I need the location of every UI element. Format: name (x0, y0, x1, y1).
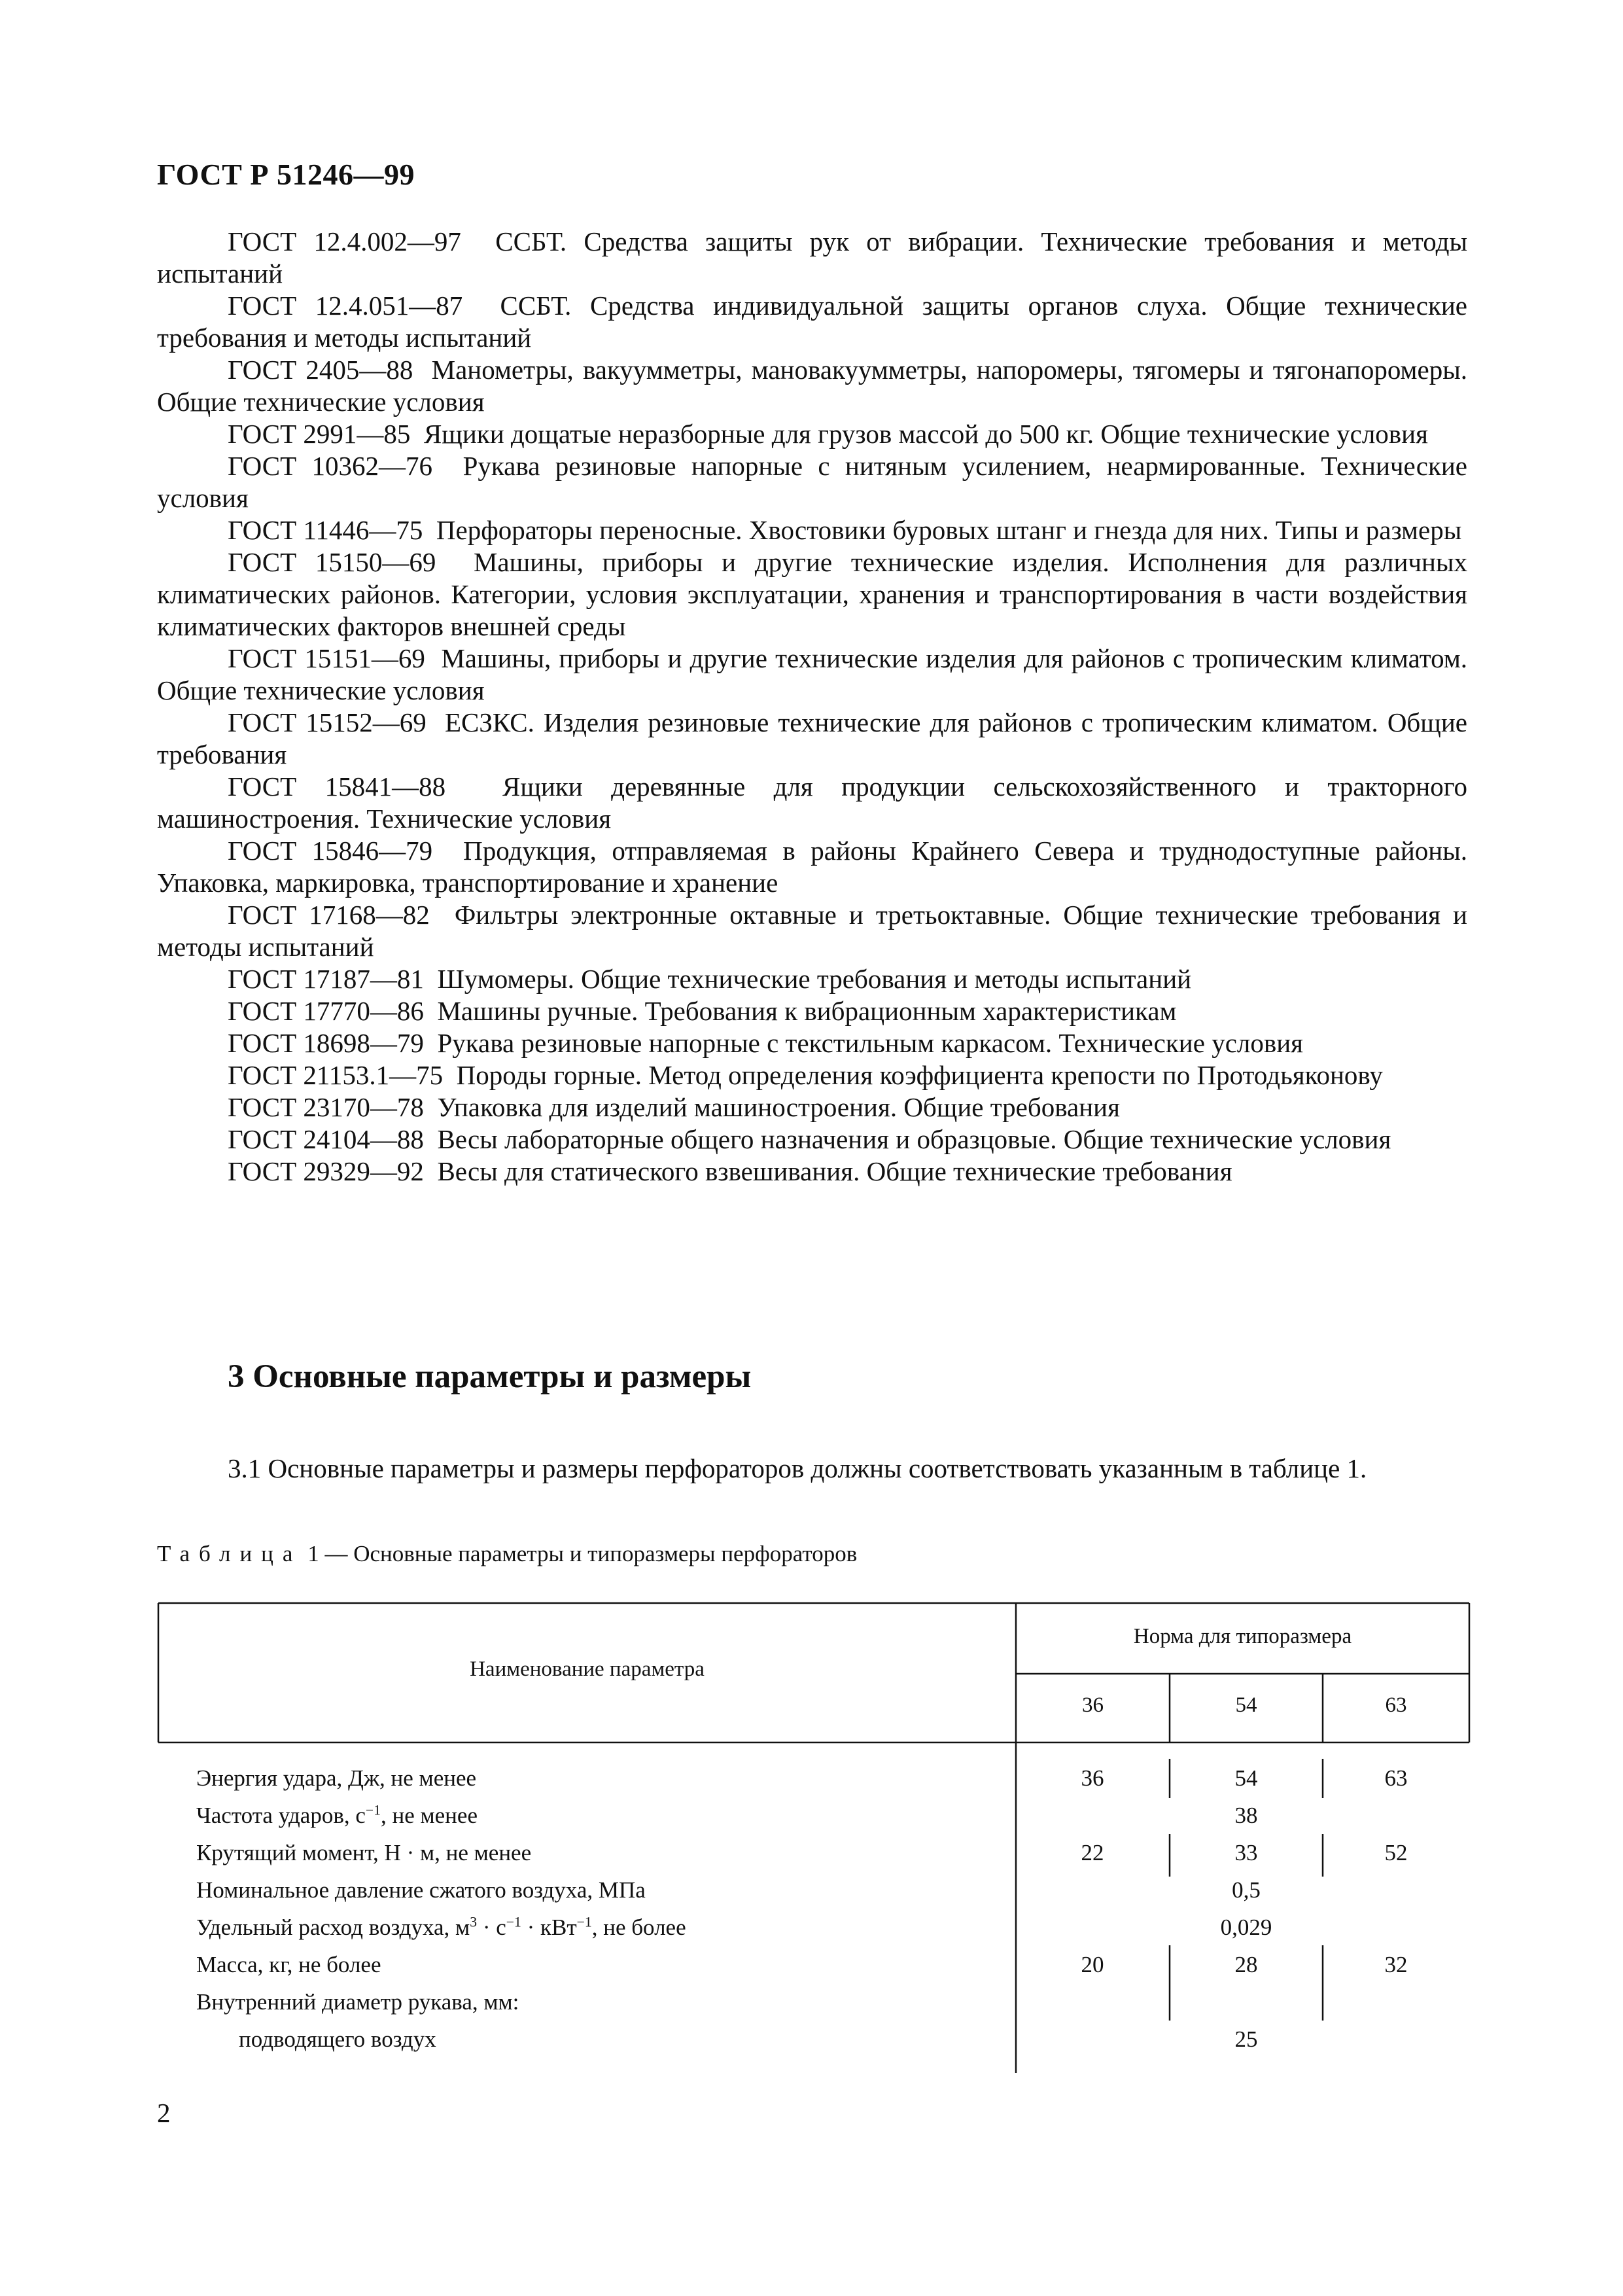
reference-text: Машины, приборы и другие технические изделия. Исполнения для различных климатических районов. Категории, условия эксплуатации, хранения и транспортирования в части воздействия климатических факторов внешней среды (157, 547, 1467, 641)
param-cell: Энергия удара, Дж, не менее (196, 1765, 477, 1791)
reference-code: ГОСТ 2991—85 (228, 419, 411, 449)
reference-text: Машины ручные. Требования к вибрационным характеристикам (437, 996, 1177, 1026)
reference-code: ГОСТ 15846—79 (228, 836, 433, 866)
size-header-54: 54 (1235, 1693, 1257, 1717)
reference-code: ГОСТ 23170—78 (228, 1092, 424, 1122)
reference-text: Машины, приборы и другие технические изделия для районов с тропическим климатом. Общие технические условия (157, 643, 1468, 705)
reference-text: Ящики деревянные для продукции сельскохозяйственного и тракторного машиностроения. Технические условия (157, 771, 1467, 834)
reference-code: ГОСТ 18698—79 (228, 1028, 424, 1058)
value-cell: 52 (1384, 1840, 1408, 1865)
value-cell: 33 (1234, 1840, 1258, 1865)
reference-item (157, 643, 1467, 707)
reference-text: Ящики дощатые неразборные для грузов массой до 500 кг. Общие технические условия (423, 419, 1428, 449)
reference-code: ГОСТ 29329—92 (228, 1156, 424, 1186)
reference-code: ГОСТ 17770—86 (228, 996, 424, 1026)
value-cell: 36 (1081, 1765, 1104, 1791)
reference-item (157, 354, 1467, 418)
table-caption-label: Таблица (157, 1541, 302, 1566)
reference-code: ГОСТ 15152—69 (228, 707, 427, 737)
reference-item (157, 290, 1467, 354)
value-cell: 25 (1234, 2026, 1258, 2052)
reference-code: ГОСТ 2405—88 (228, 355, 413, 385)
table-caption (157, 1541, 857, 1567)
parameters-table (157, 1602, 1471, 2073)
table-caption-text: — Основные параметры и типоразмеры перфораторов (324, 1541, 858, 1566)
param-cell: Крутящий момент, Н · м, не менее (196, 1840, 532, 1865)
param-cell: Удельный расход воздуха, $м^3 \cdot с^{-1} \cdot кВт^{-1}$, не более (196, 1914, 686, 1940)
reference-text: ССБТ. Средства индивидуальной защиты органов слуха. Общие технические требования и методы испытаний (157, 291, 1468, 353)
reference-item (157, 1027, 1467, 1059)
value-cell: 54 (1234, 1765, 1258, 1791)
param-cell: Номинальное давление сжатого воздуха, МПа (196, 1877, 646, 1903)
value-cell: 63 (1384, 1765, 1408, 1791)
reference-item (157, 1123, 1467, 1156)
reference-text: Перфораторы переносные. Хвостовики буровых штанг и гнезда для них. Типы и размеры (436, 515, 1462, 545)
reference-item (157, 771, 1467, 835)
reference-text: Продукция, отправляемая в районы Крайнего Севера и труднодоступные районы. Упаковка, маркировка, транспортирование и хранение (157, 836, 1468, 898)
normative-references-list (157, 226, 1467, 1188)
document-header: ГОСТ Р 51246—99 (157, 158, 415, 191)
reference-code: ГОСТ 21153.1—75 (228, 1060, 444, 1090)
reference-text: Манометры, вакуумметры, мановакуумметры, напоромеры, тягомеры и тягонапоромеры. Общие технические условия (157, 355, 1468, 417)
reference-item (157, 546, 1467, 643)
reference-text: ССБТ. Средства защиты рук от вибрации. Технические требования и методы испытаний (157, 226, 1468, 289)
reference-code: ГОСТ 12.4.051—87 (228, 291, 463, 321)
param-cell: Масса, кг, не более (196, 1952, 381, 1977)
reference-text: Весы лабораторные общего назначения и образцовые. Общие технические условия (437, 1124, 1391, 1154)
reference-code: ГОСТ 10362—76 (228, 451, 432, 481)
table-caption-number: 1 (307, 1541, 319, 1566)
reference-item (157, 1059, 1467, 1091)
reference-text: Шумомеры. Общие технические требования и методы испытаний (437, 964, 1192, 994)
clause-paragraph: 3.1 Основные параметры и размеры перфораторов должны соответствовать указанным в таблице 1. (228, 1453, 1367, 1483)
reference-item (157, 1091, 1467, 1123)
size-group-header: Норма для типоразмера (1133, 1625, 1352, 1648)
value-cell: 20 (1081, 1952, 1104, 1977)
reference-text: Весы для статического взвешивания. Общие технические требования (437, 1156, 1232, 1186)
reference-text: ЕСЗКС. Изделия резиновые технические для районов с тропическим климатом. Общие требования (157, 707, 1467, 769)
value-cell: 0,5 (1232, 1877, 1261, 1903)
page-number: 2 (157, 2098, 171, 2128)
reference-code: ГОСТ 15841—88 (228, 771, 446, 802)
reference-text: Фильтры электронные октавные и третьоктавные. Общие технические требования и методы испытаний (157, 900, 1467, 962)
reference-item (157, 707, 1467, 771)
reference-text: Рукава резиновые напорные с нитяным усилением, неармированные. Технические условия (157, 451, 1468, 513)
reference-text: Упаковка для изделий машиностроения. Общие требования (437, 1092, 1120, 1122)
reference-item (157, 514, 1467, 546)
reference-item (157, 1156, 1467, 1188)
reference-code: ГОСТ 17187—81 (228, 964, 424, 994)
reference-code: ГОСТ 24104—88 (228, 1124, 424, 1154)
value-cell: 38 (1234, 1803, 1258, 1828)
reference-text: Породы горные. Метод определения коэффициента крепости по Протодьяконову (456, 1060, 1383, 1090)
value-cell: 28 (1234, 1952, 1258, 1977)
reference-item (157, 963, 1467, 995)
value-cell: 32 (1384, 1952, 1408, 1977)
value-cell: 22 (1081, 1840, 1104, 1865)
reference-item (157, 226, 1467, 290)
param-column-header: Наименование параметра (470, 1657, 705, 1681)
param-cell: Частота ударов, $с^{-1}$, не менее (196, 1802, 478, 1828)
size-header-63: 63 (1385, 1693, 1407, 1717)
size-header-36: 36 (1082, 1693, 1104, 1717)
reference-item (157, 835, 1467, 899)
reference-item (157, 995, 1467, 1027)
reference-code: ГОСТ 15151—69 (228, 643, 425, 673)
value-cell: 0,029 (1220, 1915, 1272, 1940)
reference-item (157, 899, 1467, 963)
reference-code: ГОСТ 12.4.002—97 (228, 226, 461, 256)
reference-item (157, 418, 1467, 450)
param-cell: Внутренний диаметр рукава, мм: (196, 1989, 519, 2015)
section-title: 3 Основные параметры и размеры (228, 1358, 752, 1395)
reference-text: Рукава резиновые напорные с текстильным каркасом. Технические условия (437, 1028, 1304, 1058)
reference-code: ГОСТ 15150—69 (228, 547, 436, 577)
reference-code: ГОСТ 11446—75 (228, 515, 423, 545)
reference-item (157, 450, 1467, 514)
reference-code: ГОСТ 17168—82 (228, 900, 430, 930)
param-subcell: подводящего воздух (239, 2026, 436, 2052)
